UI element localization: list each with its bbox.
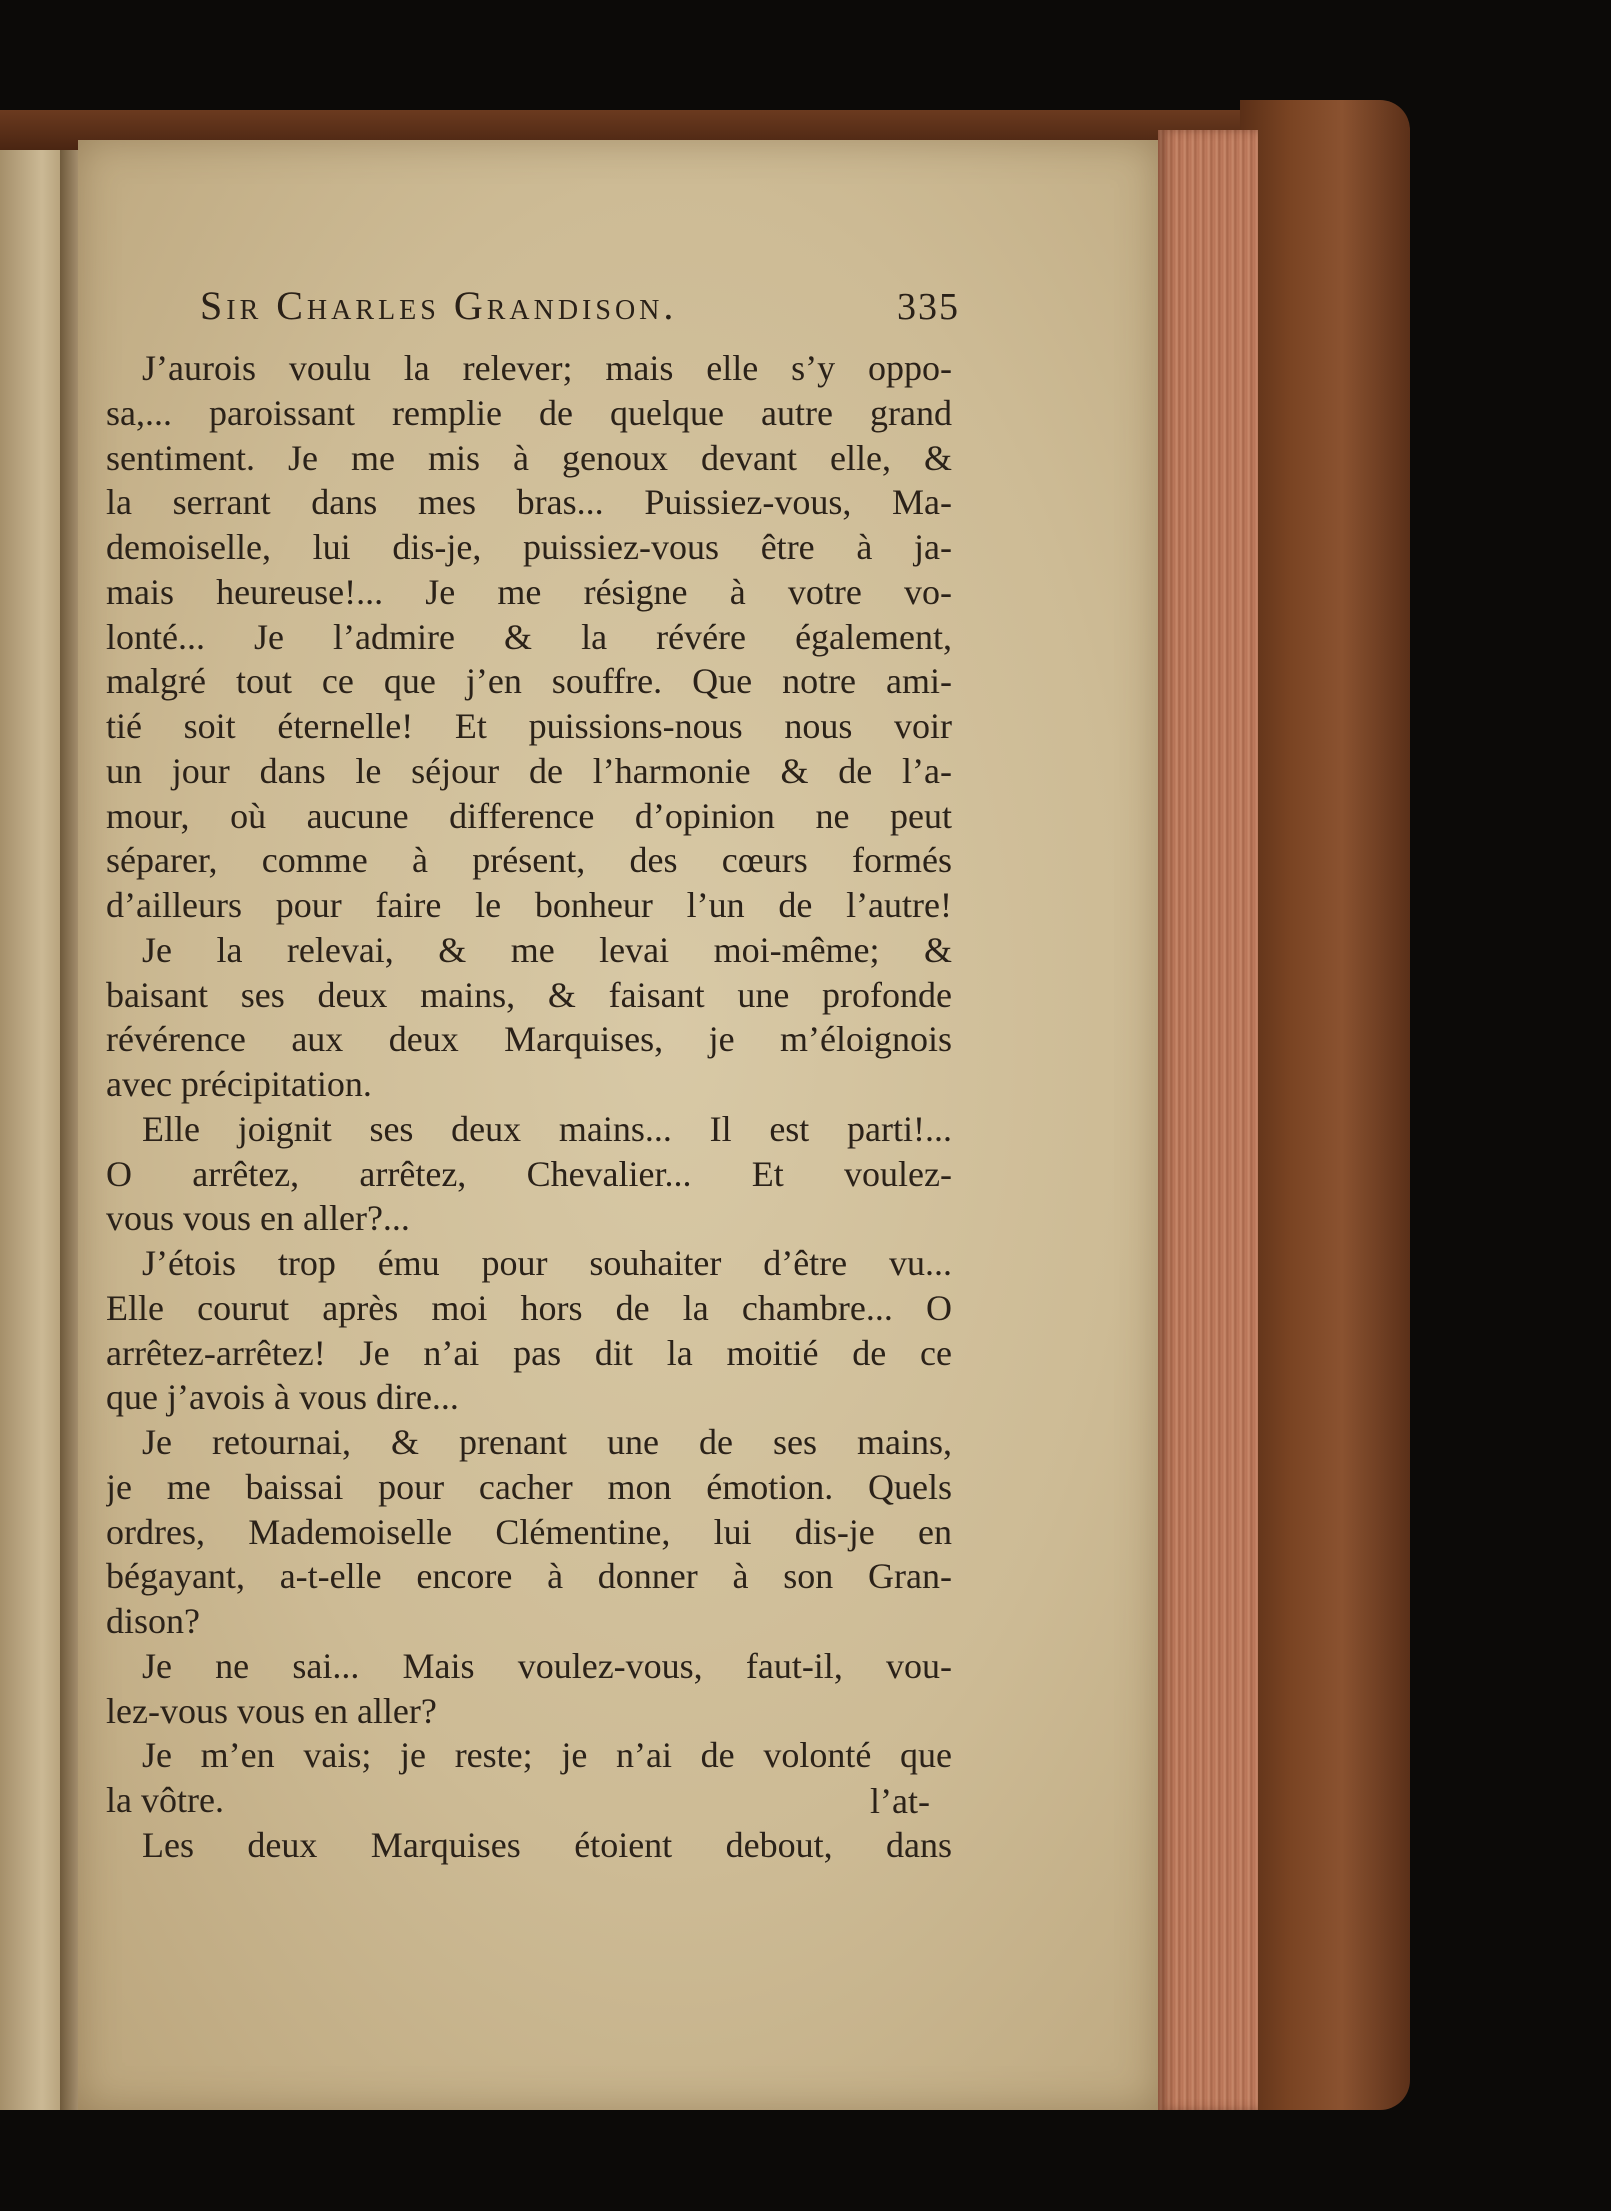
text-line: Elle courut après moi hors de la chambre... O xyxy=(106,1287,952,1328)
text-line: sa,... paroissant remplie de quelque autre grand xyxy=(106,392,952,433)
text-line: Les deux Marquises étoient debout, dans xyxy=(142,1824,952,1865)
text-line: que j’avois à vous dire... xyxy=(106,1377,459,1418)
text-line: je me baissai pour cacher mon émotion. Quels xyxy=(106,1466,952,1507)
body-text xyxy=(106,346,952,1868)
text-line: sentiment. Je me mis à genoux devant elle, & xyxy=(106,437,952,478)
text-line: arrêtez-arrêtez! Je n’ai pas dit la moitié de ce xyxy=(106,1332,952,1373)
text-line: Je ne sai... Mais voulez-vous, faut-il, vou- xyxy=(142,1645,952,1686)
text-line: mour, où aucune difference d’opinion ne peut xyxy=(106,795,952,836)
text-line: ordres, Mademoiselle Clémentine, lui dis-je en xyxy=(106,1511,952,1552)
text-line: bégayant, a-t-elle encore à donner à son Gran- xyxy=(106,1556,952,1597)
text-line: vous vous en aller?... xyxy=(106,1198,410,1239)
text-line: J’étois trop ému pour souhaiter d’être vu... xyxy=(142,1243,952,1283)
text-line: lonté... Je l’admire & la révére également, xyxy=(106,616,952,657)
text-line: Je la relevai, & me levai moi-même; & xyxy=(142,929,952,970)
text-line: mais heureuse!... Je me résigne à votre vo- xyxy=(106,571,952,612)
text-line: malgré tout ce que j’en souffre. Que notre ami- xyxy=(106,661,952,702)
book-cover-right xyxy=(1240,100,1410,2110)
text-line: séparer, comme à présent, des cœurs formés xyxy=(106,840,952,881)
page-header xyxy=(200,282,960,330)
text-line: d’ailleurs pour faire le bonheur l’un de l’autre! xyxy=(106,885,952,925)
facing-page-edge xyxy=(0,150,60,2110)
text-line: J’aurois voulu la relever; mais elle s’y oppo- xyxy=(142,348,952,388)
book-gutter xyxy=(60,150,80,2110)
text-line: avec précipitation. xyxy=(106,1064,372,1104)
text-line: Je m’en vais; je reste; je n’ai de volonté que xyxy=(142,1735,952,1776)
page-number: 335 xyxy=(897,286,960,328)
text-line: la vôtre. xyxy=(106,1780,224,1820)
text-line: tié soit éternelle! Et puissions-nous nous voir xyxy=(106,706,952,746)
text-line: O arrêtez, arrêtez, Chevalier... Et voulez- xyxy=(106,1153,952,1194)
text-line: dison? xyxy=(106,1601,200,1641)
text-line: Je retournai, & prenant une de ses mains, xyxy=(142,1422,952,1462)
text-line: Elle joignit ses deux mains... Il est parti!... xyxy=(142,1108,952,1149)
page-edges-red xyxy=(1158,130,1258,2110)
text-line: demoiselle, lui dis-je, puissiez-vous être à ja- xyxy=(106,527,952,567)
text-line: révérence aux deux Marquises, je m’éloignois xyxy=(106,1019,952,1060)
catchword: l’at- xyxy=(870,1781,930,1821)
text-line: baisant ses deux mains, & faisant une profonde xyxy=(106,974,952,1015)
running-title: Sir Charles Grandison. xyxy=(200,283,678,328)
text-line: la serrant dans mes bras... Puissiez-vous, Ma- xyxy=(106,482,952,523)
text-line: lez-vous vous en aller? xyxy=(106,1690,437,1731)
text-line: un jour dans le séjour de l’harmonie & de l’a- xyxy=(106,750,952,791)
